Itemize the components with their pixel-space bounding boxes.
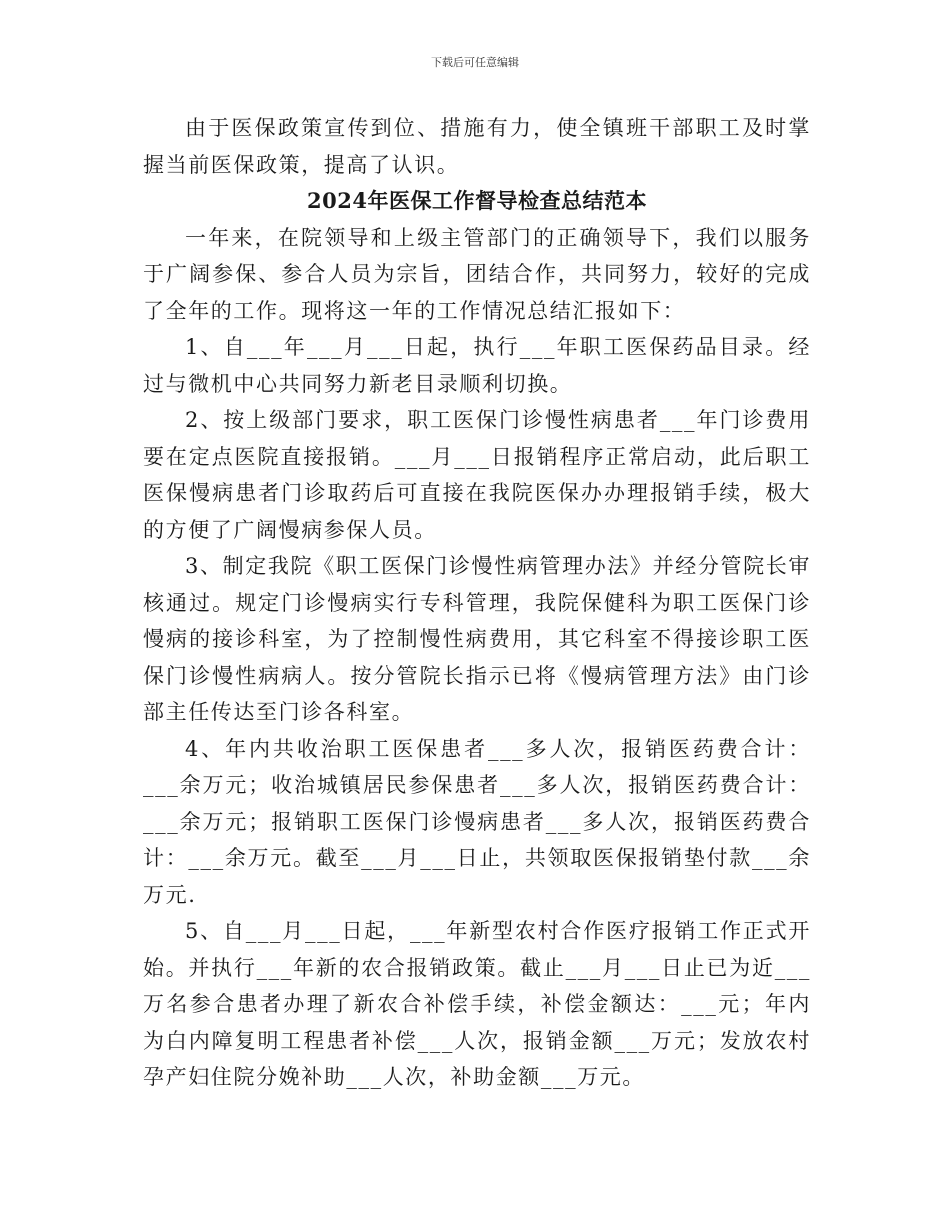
paragraph-item-3: 3、制定我院《职工医保门诊慢性病管理办法》并经分管院长审核通过。规定门诊慢病实行专科管理，我院保健科为职工医保门诊慢病的接诊科室，为了控制慢性病费用，其它科室不得接诊职工医保门诊慢性病病人。按分管院长指示已将《慢病管理方法》由门诊部主任传达至门诊各科室。 <box>143 554 811 724</box>
document-title: 2024年医保工作督导检查总结范本 <box>307 188 647 213</box>
paragraph-item-5: 5、自___月___日起，___年新型农村合作医疗报销工作正式开始。并执行___年新的农合报销政策。截止___月___日止已为近___万名参合患者办理了新农合补偿手续，补偿金额达：___元；年内为白内障复明工程患者补偿___人次，报销金额___万元；发放农村孕产妇住院分娩补助___人次，补助金额___万元。 <box>143 919 811 1089</box>
page-header: 下载后可任意编辑 <box>431 56 519 69</box>
paragraph-item-1: 1、自___年___月___日起，执行___年职工医保药品目录。经过与微机中心共同努力新老目录顺利切换。 <box>143 335 811 396</box>
intro-paragraph: 由于医保政策宣传到位、措施有力，使全镇班干部职工及时掌握当前医保政策，提高了认识。 <box>143 116 811 177</box>
paragraph-item-2: 2、按上级部门要求，职工医保门诊慢性病患者___年门诊费用要在定点医院直接报销。___月___日报销程序正常启动，此后职工医保慢病患者门诊取药后可直接在我院医保办办理报销手续，极大的方便了广阔慢病参保人员。 <box>143 408 811 542</box>
paragraph-summary: 一年来，在院领导和上级主管部门的正确领导下，我们以服务于广阔参保、参合人员为宗旨，团结合作，共同努力，较好的完成了全年的工作。现将这一年的工作情况总结汇报如下： <box>143 225 811 323</box>
document-body <box>143 110 811 1096</box>
paragraph-item-4: 4、年内共收治职工医保患者___多人次，报销医药费合计：___余万元；收治城镇居民参保患者___多人次，报销医药费合计：___余万元；报销职工医保门诊慢病患者___多人次，报销医药费合计：___余万元。截至___月___日止，共领取医保报销垫付款___余万元. <box>143 736 811 907</box>
